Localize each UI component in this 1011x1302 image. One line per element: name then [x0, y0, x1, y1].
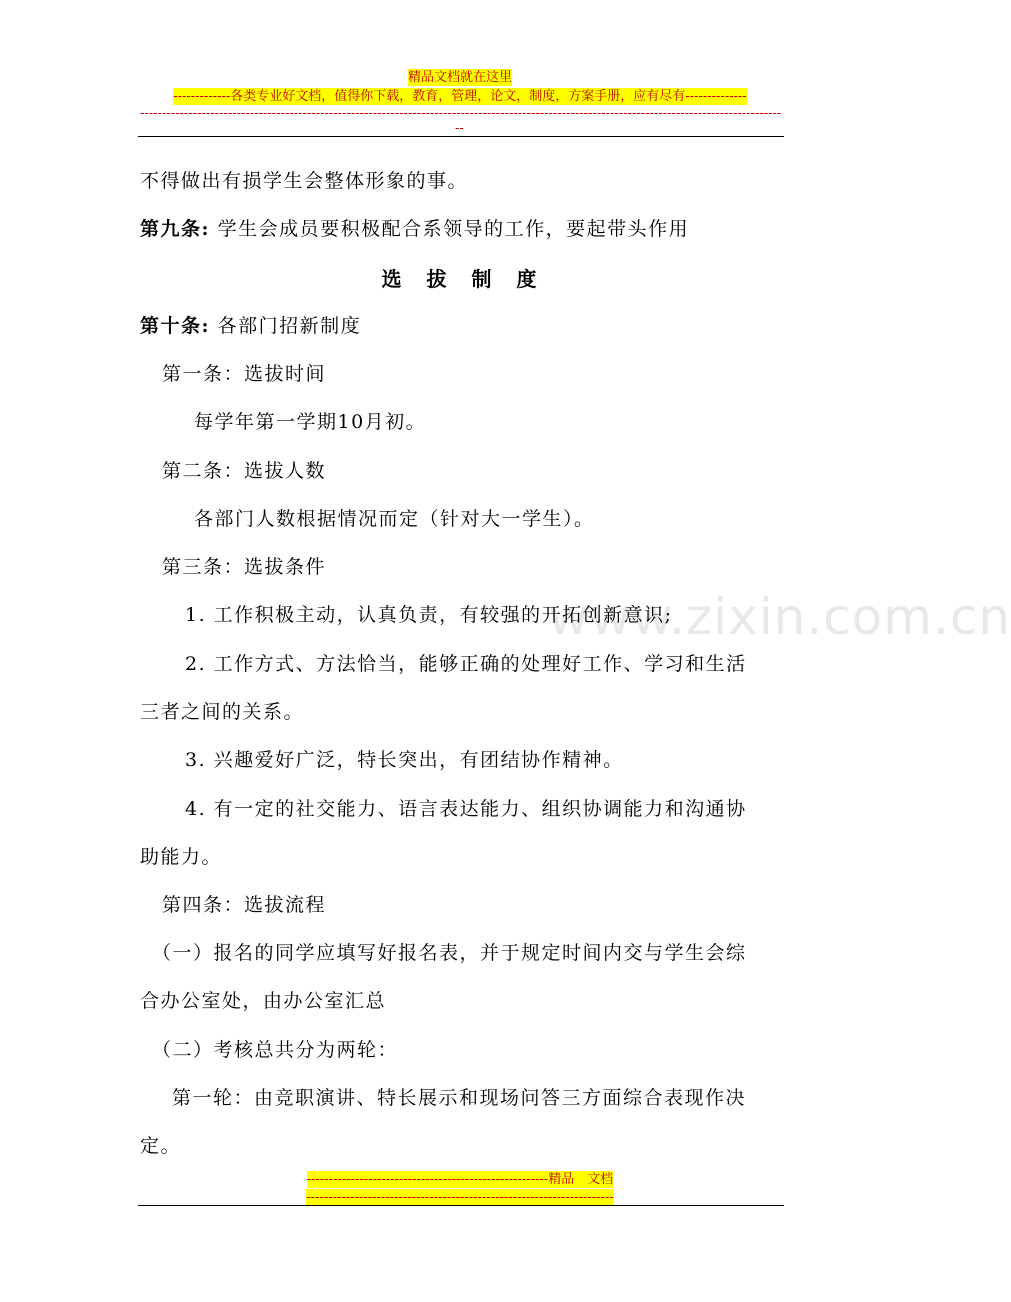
footer-banner — [0, 1168, 920, 1188]
clause-1-text: 每学年第一学期10月初。 — [194, 411, 427, 433]
section-title: 选 拔 制 度 — [381, 267, 539, 291]
condition-2-line-2: 三者之间的关系。 — [140, 701, 305, 723]
header-rule — [138, 136, 784, 137]
footer-rule — [138, 1205, 784, 1206]
clause-4-heading: 第四条：选拔流程 — [162, 894, 327, 916]
article-9 — [140, 217, 689, 241]
header-dash-tail: -- — [455, 121, 464, 136]
step-1-line-2: 合办公室处，由办公室汇总 — [140, 990, 387, 1012]
paragraph-1: 不得做出有损学生会整体形象的事。 — [140, 170, 469, 192]
round-1-line-1: 第一轮：由竞职演讲、特长展示和现场问答三方面综合表现作决 — [172, 1087, 747, 1109]
condition-3: 3. 兴趣爱好广泛，特长突出，有团结协作精神。 — [185, 749, 624, 771]
condition-2-line-1: 2. 工作方式、方法恰当，能够正确的处理好工作、学习和生活 — [185, 653, 747, 675]
round-1-line-2: 定。 — [140, 1135, 182, 1157]
article-10 — [140, 314, 361, 338]
header-banner-subtitle — [0, 85, 920, 105]
condition-1: 1. 工作积极主动，认真负责，有较强的开拓创新意识; — [185, 604, 673, 626]
condition-4-line-2: 助能力。 — [140, 846, 223, 868]
article-10-label: 第十条: — [140, 315, 211, 337]
step-1-line-1: （一）报名的同学应填写好报名表，并于规定时间内交与学生会综 — [152, 942, 747, 964]
clause-2-heading: 第二条：选拔人数 — [162, 460, 327, 482]
clause-1-heading: 第一条：选拔时间 — [162, 363, 327, 385]
header-title-text: 精品文档就在这里 — [407, 70, 512, 85]
article-9-text: 学生会成员要积极配合系领导的工作，要起带头作用 — [217, 218, 690, 240]
clause-3-heading: 第三条：选拔条件 — [162, 556, 327, 578]
header-dash-line: -------------------------------------------------------------------------------------------------------------------------------------------------- — [140, 106, 782, 121]
footer-line-1: -------------------------------------------------------精品 文档 — [306, 1172, 614, 1187]
footer-line-2: ---------------------------------------------------------------------- — [306, 1190, 614, 1205]
footer-banner-dashes — [0, 1186, 920, 1206]
condition-4-line-1: 4. 有一定的社交能力、语言表达能力、组织协调能力和沟通协 — [185, 798, 747, 820]
article-9-label: 第九条: — [140, 218, 211, 240]
watermark: www.zixin.com.cn — [548, 588, 1011, 646]
article-10-text: 各部门招新制度 — [217, 315, 362, 337]
clause-2-text: 各部门人数根据情况而定（针对大一学生）。 — [194, 508, 595, 530]
step-2: （二）考核总共分为两轮： — [152, 1039, 399, 1061]
header-subtitle-text: -------------各类专业好文档，值得你下载，教育，管理，论文，制度，方案手册，应有尽有-------------- — [173, 89, 747, 104]
header-banner-title — [0, 66, 920, 86]
